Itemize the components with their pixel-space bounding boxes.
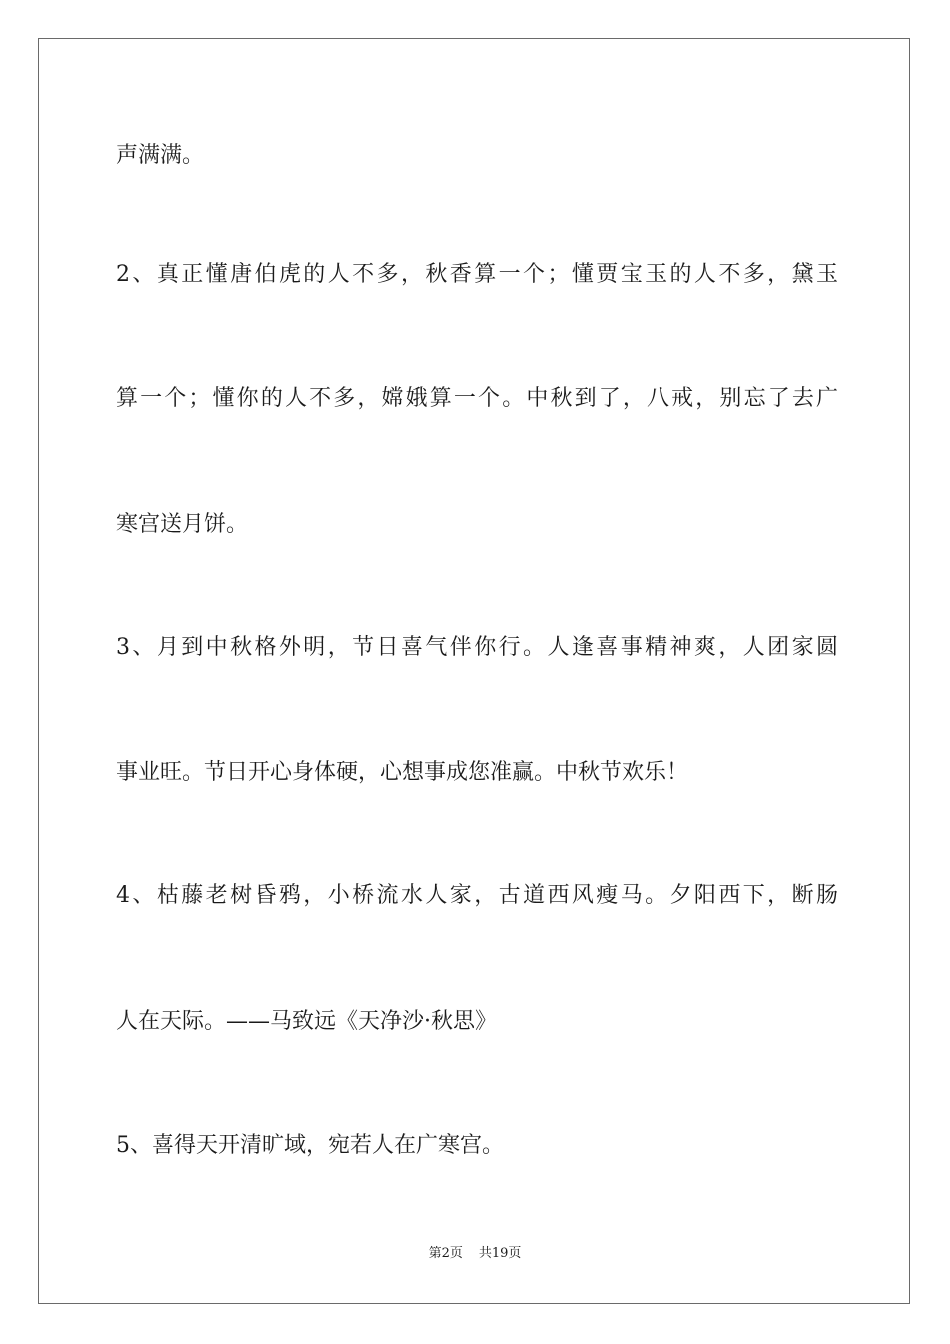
text-line-5: 3、月到中秋格外明，节日喜气伴你行。人逢喜事精神爽，人团家圆	[116, 635, 838, 660]
text-line-2: 2、真正懂唐伯虎的人不多，秋香算一个；懂贾宝玉的人不多，黛玉	[116, 262, 838, 287]
text-line-8: 人在天际。——马致远《天净沙·秋思》	[116, 1009, 497, 1034]
text-line-4: 寒宫送月饼。	[116, 512, 249, 537]
text-line-6: 事业旺。节日开心身体硬，心想事成您准赢。中秋节欢乐！	[116, 760, 689, 785]
page-total: 共19页	[478, 1246, 522, 1261]
text-line-3: 算一个；懂你的人不多，嫦娥算一个。中秋到了，八戒，别忘了去广	[116, 386, 838, 411]
text-line-9: 5、喜得天开清旷域，宛若人在广寒宫。	[116, 1133, 504, 1158]
page-footer	[0, 1245, 950, 1263]
text-line-7: 4、枯藤老树昏鸦，小桥流水人家，古道西风瘦马。夕阳西下，断肠	[116, 883, 838, 908]
page-number: 第2页	[428, 1246, 463, 1261]
page-border	[38, 38, 910, 1304]
text-line-1: 声满满。	[116, 143, 205, 168]
